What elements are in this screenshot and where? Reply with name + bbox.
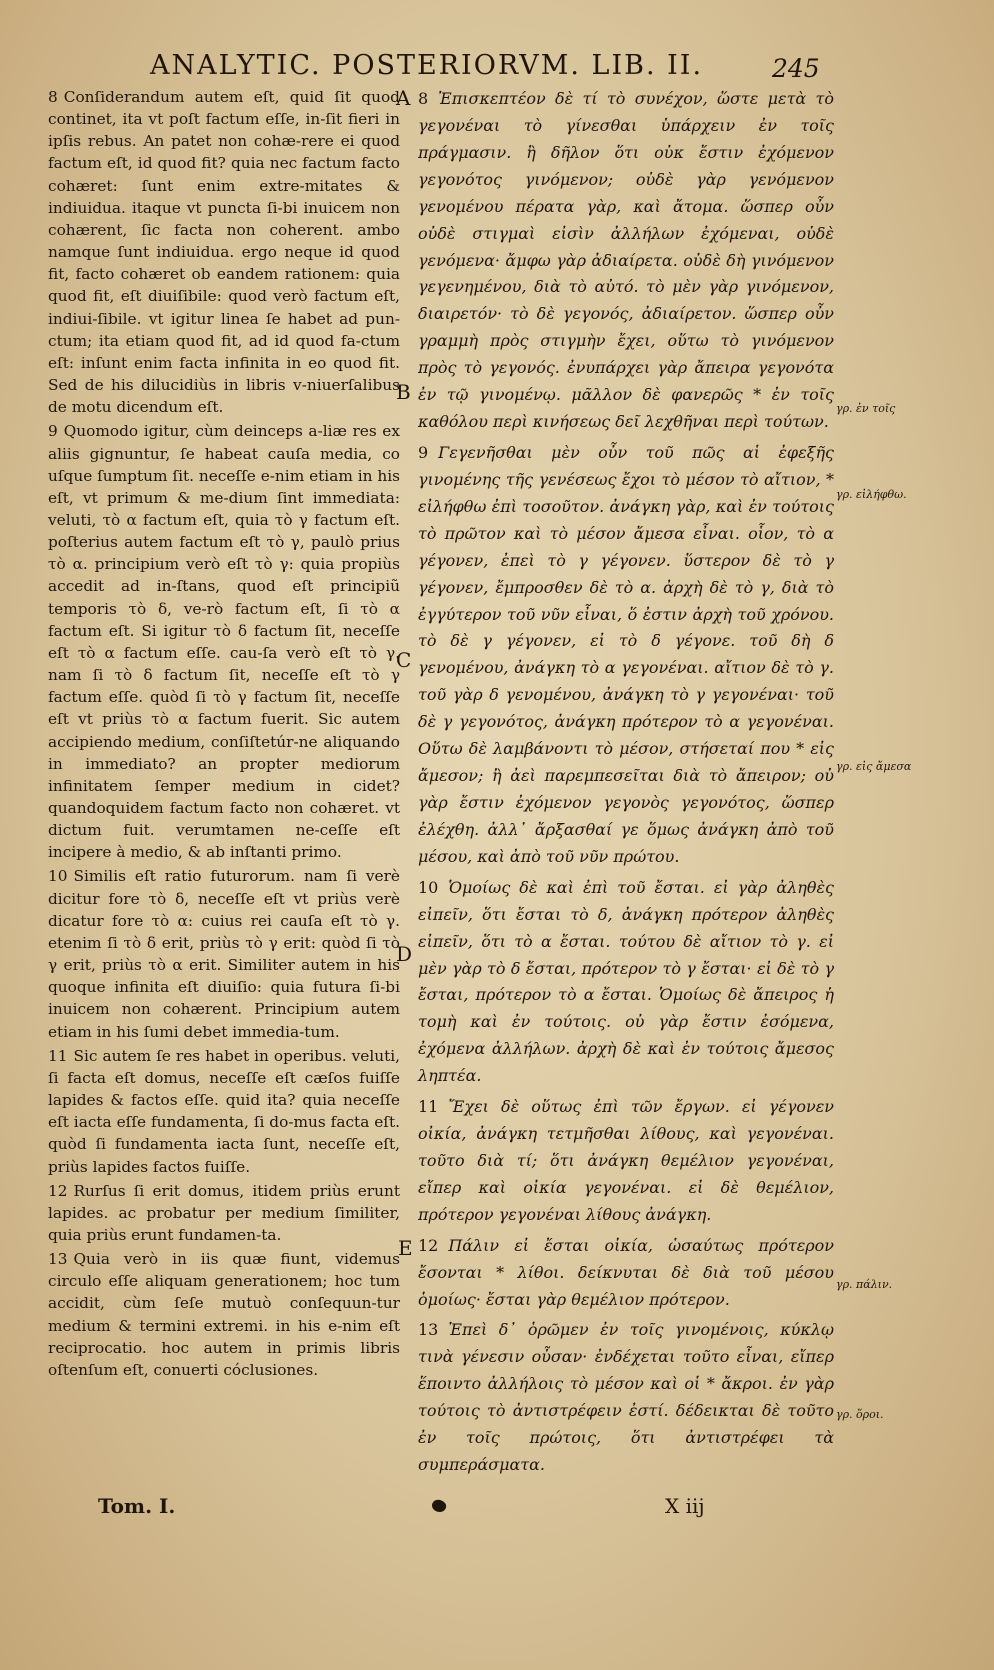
section-letter-a: A	[396, 86, 411, 110]
greek-paragraph-12: 12 Πάλιν εἰ ἔσται οἰκία, ὡσαύτως πρότερον ἔσονται * λίθοι. δείκνυται δὲ διὰ τοῦ μέσου ὁμοίως· ἔσται γὰρ θεμέλιον πρότερον.	[418, 1235, 834, 1309]
greek-paragraph-10: 10 Ὁμοίως δὲ καὶ ἐπὶ τοῦ ἔσται. εἰ γὰρ ἀληθὲς εἰπεῖν, ὅτι ἔσται τὸ δ, ἀνάγκη πρότερον ἀληθὲς εἰπεῖν, ὅτι τὸ α ἔσται. τούτου δὲ αἴτιον τὸ γ. εἰ μὲν γὰρ τὸ δ ἔσται, πρότερον τὸ γ ἔσται· εἰ δὲ τὸ γ ἔσται, πρότερον τὸ α ἔσται. Ὁμοίως δὲ ἄπειρος ἡ τομὴ καὶ ἐν τούτοις. οὐ γὰρ ἔστιν ἐσόμενα, ἐχόμενα ἀλλήλων. ἀρχὴ δὲ καὶ ἐν τούτοις ἄμεσος ληπτέα.	[418, 877, 834, 1086]
running-header	[0, 46, 994, 86]
greek-paragraph-8: 8 Ἐπισκεπτέον δὲ τί τὸ συνέχον, ὥστε μετὰ τὸ γεγονέναι τὸ γίνεσθαι ὑπάρχειν ἐν τοῖς πράγμασιν. ἢ δῆλον ὅτι οὐκ ἔστιν ἐχόμενον γεγονότος γινόμενον; οὐδὲ γὰρ γενόμενον γενομένου πέρατα γὰρ, καὶ ἄτομα. ὥσπερ οὖν οὐδὲ στιγμαὶ εἰσὶν ἀλλήλων ἐχόμεναι, οὐδὲ γενόμενα· ἄμφω γὰρ ἀδιαίρετα. οὐδὲ δὴ γινόμενον γεγενημένου, διὰ τὸ αὐτό. τὸ μὲν γὰρ γινόμενον, διαιρετόν· τὸ δὲ γεγονός, ἀδιαίρετον. ὥσπερ οὖν γραμμὴ πρὸς στιγμὴν ἔχει, οὕτω τὸ γινόμενον πρὸς τὸ γεγονός. ἐνυπάρχει γὰρ ἄπειρα γεγονότα ἐν τῷ γινομένῳ. μᾶλλον δὲ φανερῶς * ἐν τοῖς καθόλου περὶ κινήσεως δεῖ λεχθῆναι περὶ τούτων.	[418, 89, 834, 432]
greek-paragraph-13: 13 Ἐπεὶ δ᾽ ὁρῶμεν ἐν τοῖς γινομένοις, κύκλῳ τινὰ γένεσιν οὖσαν· ἐνδέχεται τοῦτο εἶναι, εἴπερ ἕποιντο ἀλλήλοις τὸ μέσον καὶ οἱ * ἄκροι. ἐν γὰρ τούτοις τὸ ἀντιστρέφειν ἐστί. δέδεικται δὲ τοῦτο ἐν τοῖς πρώτοις, ὅτι ἀντιστρέφει τὰ συμπεράσματα.	[418, 1320, 834, 1475]
latin-paragraph-9: 9 Quomodo igitur, cùm deinceps a-liæ res ex aliis gignuntur, ſe habeat cauſa media, co uſque ſumptum ſit. neceſſe e-nim etiam in his eſt, vt primum & me-dium ſint immediata: veluti, τὸ α factum eſt, quia τὸ γ factum eſt. poſterius autem factum eſt τὸ γ, paulò prius τὸ α. principium verò eſt τὸ γ: quia propiùs accedit ad in-ſtans, quod eſt principiũ temporis τὸ δ, ve-rò factum eſt, ſi τὸ α factum eſt. Si igitur τὸ δ factum ſit, neceſſe eſt τὸ α factum eſſe. cau-ſa verò eſt τὸ γ. nam ſi τὸ δ factum ſit, neceſſe eſt τὸ γ factum eſſe. quòd ſi τὸ γ factum ſit, neceſſe eſt vt priùs τὸ α factum fuerit. Sic autem accipiendo medium, conſiſtetúr-ne aliquando in immediato? an propter mediorum infinitatem ſemper medium in cidet? quandoquidem factum facto non cohæret. vt dictum fuit. verumtamen ne-ceſſe eſt incipere à medio, & ab inſtanti primo.	[48, 422, 400, 862]
margin-note-4: γρ. πάλιν.	[836, 1278, 893, 1291]
latin-paragraph-8: 8 Conſiderandum autem eſt, quid ſit quod continet, ita vt poſt factum eſſe, in-ſit fieri in ipſis rebus. An patet non cohæ-rere ei quod factum eſt, id quod fit? quia nec factum facto cohæret: ſunt enim extre-mitates & indiuidua. itaque vt puncta ſi-bi inuicem non cohærent, ſic facta non coherent. ambo namque ſunt indiuidua. ergo neque id quod fit, facto cohæret ob eandem rationem: quia quod fit, eſt diuiſibile: quod verò factum eſt, indiui-ſibile. vt igitur linea ſe habet ad pun-ctum; ita etiam quod fit, ad id quod fa-ctum eſt: inſunt enim facta infinita in eo quod fit. Sed de his dilucidiùs in libris v-niuerſalibus de motu dicendum eſt.	[48, 88, 400, 417]
greek-paragraph-9: 9 Γεγενῆσθαι μὲν οὖν τοῦ πῶς αἱ ἐφεξῆς γινομένης τῆς γενέσεως ἔχοι τὸ μέσον τὸ αἴτιον, * εἰλήφθω ἐπὶ τοσοῦτον. ἀνάγκη γὰρ, καὶ ἐν τούτοις τὸ πρῶτον καὶ τὸ μέσον ἄμεσα εἶναι. οἷον, τὸ α γέγονεν, ἐπεὶ τὸ γ γέγονεν. ὕστερον δὲ τὸ γ γέγονεν, ἔμπροσθεν δὲ τὸ α. ἀρχὴ δὲ τὸ γ, διὰ τὸ ἐγγύτερον τοῦ νῦν εἶναι, ὅ ἐστιν ἀρχὴ τοῦ χρόνου. τὸ δὲ γ γέγονεν, εἰ τὸ δ γέγονε. τοῦ δὴ δ γενομένου, ἀνάγκη τὸ α γεγονέναι. αἴτιον δὲ τὸ γ. τοῦ γὰρ δ γενομένου, ἀνάγκη τὸ γ γεγονέναι· τοῦ δὲ γ γεγονότος, ἀνάγκη πρότερον τὸ α γεγονέναι. Οὕτω δὲ λαμβάνοντι τὸ μέσον, στήσεταί που * εἰς ἄμεσον; ἢ ἀεὶ παρεμπεσεῖται διὰ τὸ ἄπειρον; οὐ γὰρ ἔστιν ἐχόμενον γεγονὸς γεγονότος, ὥσπερ ἐλέχθη. ἀλλ᾽ ἄρξασθαί γε ὅμως ἀνάγκη ἀπὸ τοῦ μέσου, καὶ ἀπὸ τοῦ νῦν πρώτου.	[418, 442, 834, 866]
latin-paragraph-11: 11 Sic autem ſe res habet in operibus. veluti, ſi facta eſt domus, neceſſe eſt cæſos fuiſſe lapides & factos eſſe. quid ita? quia neceſſe eſt iacta eſſe fundamenta, ſi do-mus facta eſt. quòd ſi fundamenta iacta ſunt, neceſſe eſt, priùs lapides factos fuiſſe.	[48, 1046, 400, 1176]
margin-note-2: γρ. εἰλήφθω.	[836, 488, 907, 501]
latin-column	[48, 86, 400, 1383]
latin-paragraph-10: 10 Similis eſt ratio futurorum. nam ſi verè dicitur fore τὸ δ, neceſſe eſt vt priùs verè dicatur fore τὸ α: cuius rei cauſa eſt τὸ γ. etenim ſi τὸ δ erit, priùs τὸ γ erit: quòd ſi τὸ γ erit, priùs τὸ α erit. Similiter autem in his quoque infinita eſt diuiſio: quia futura ſi-bi inuicem non cohærent. Principium autem etiam in his ſumi debet immedia-tum.	[48, 867, 400, 1041]
section-letter-b: B	[396, 380, 411, 404]
ink-blot-icon	[430, 1497, 448, 1514]
footer-volume: Tom. I.	[98, 1494, 176, 1518]
greek-column	[418, 86, 834, 1483]
latin-paragraph-12: 12 Rurſus ſi erit domus, itidem priùs erunt lapides. ac probatur per medium ſimiliter, quia priùs erunt fundamen-ta.	[48, 1181, 400, 1244]
running-title: ANALYTIC. POSTERIORVM. LIB. II.	[150, 50, 704, 81]
page-number: 245	[772, 54, 820, 83]
footer-signature: X iij	[665, 1494, 705, 1518]
greek-paragraph-11: 11 Ἔχει δὲ οὕτως ἐπὶ τῶν ἔργων. εἰ γέγονεν οἰκία, ἀνάγκη τετμῆσθαι λίθους, καὶ γεγονέναι. τοῦτο διὰ τί; ὅτι ἀνάγκη θεμέλιον γεγονέναι, εἴπερ καὶ οἰκία γεγονέναι. εἰ δὲ θεμέλιον, πρότερον γεγονέναι λίθους ἀνάγκη.	[418, 1097, 834, 1224]
margin-note-5: γρ. ὅροι.	[836, 1408, 884, 1421]
section-letter-e: E	[398, 1236, 413, 1260]
section-letter-c: C	[396, 648, 412, 672]
margin-note-3: γρ. εἰς ἄμεσα	[836, 760, 912, 773]
section-letter-d: D	[396, 942, 413, 966]
latin-paragraph-13: 13 Quia verò in iis quæ fiunt, videmus circulo eſſe aliquam generationem; hoc tum accidit, cùm ſeſe mutuò conſequun-tur medium & termini extremi. in his e-nim eſt reciprocatio. hoc autem in primis libris oſtenſum eſt, conuerti cóclusiones.	[48, 1250, 400, 1379]
margin-note-1: γρ. ἐν τοῖς	[836, 402, 896, 415]
